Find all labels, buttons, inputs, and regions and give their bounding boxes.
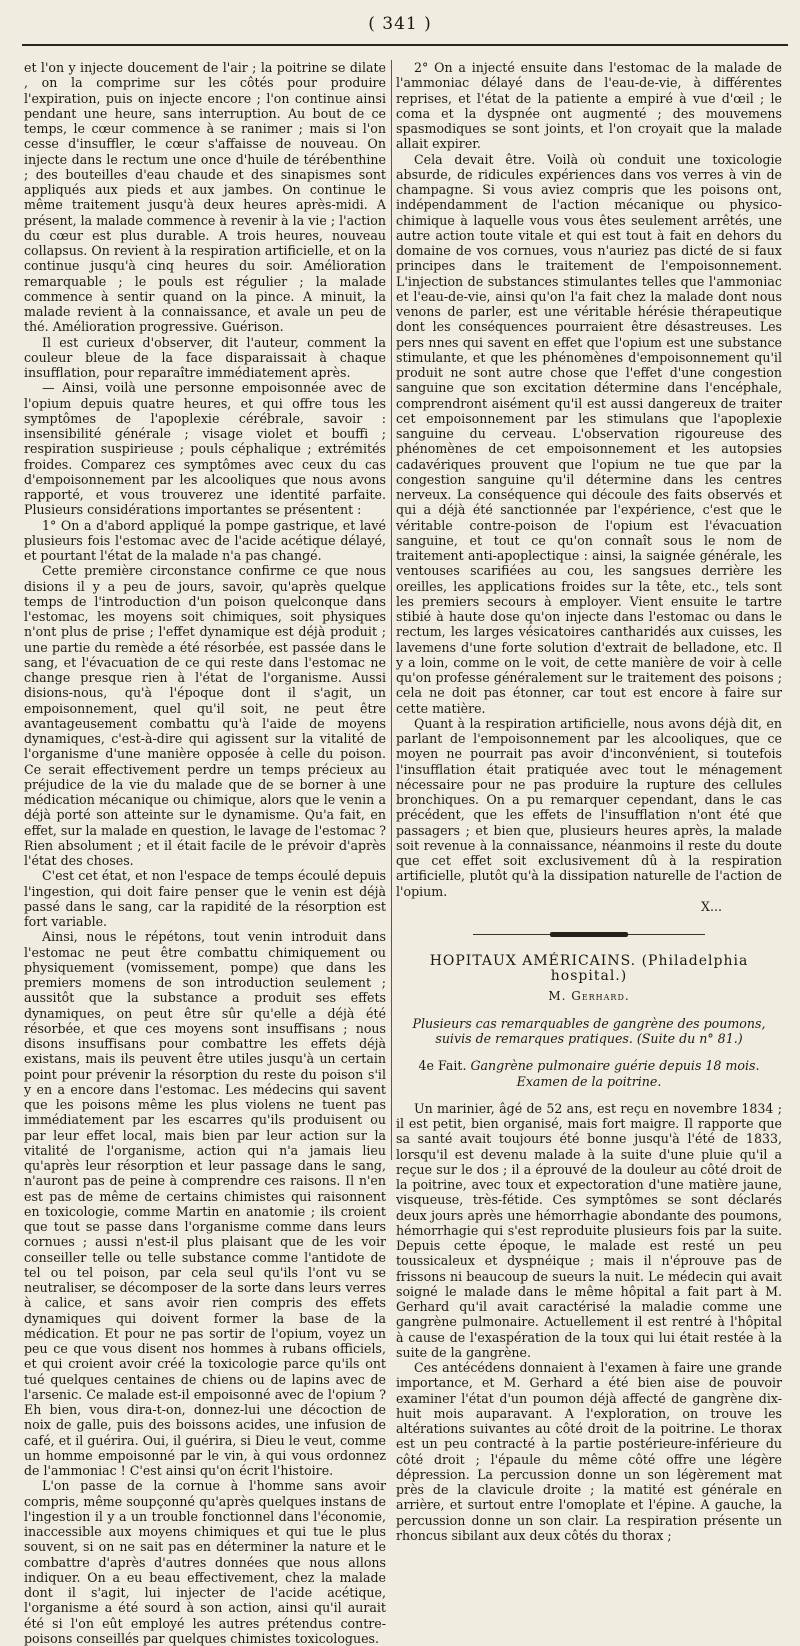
right-column	[396, 60, 782, 1543]
page-number: ( 341 )	[368, 14, 432, 34]
paragraph: Il est curieux d'observer, dit l'auteur, comment la couleur bleue de la face disparaissait à chaque insufflation, pour reparaître immédiatement après.	[24, 334, 386, 380]
paragraph: Ainsi, nous le répétons, tout venin introduit dans l'estomac ne peut être combattu chimiquement ou physiquement (vomissement, pompe) que dans les premiers momens de son introduction seulement ; aussitôt que la substance a produit ses effets dynamiques, on peut être sûr qu'elle a déjà été résorbée, et que ces moyens sont insuffisans ; nous disons insuffisans pour combattre les effets déjà existans, mais ils peuvent être utiles jusqu'à un certain point pour prévenir la résorption du reste du poison s'il y en a encore dans l'estomac. Les médecins qui savent que les poisons même les plus violens ne tuent pas immédiatement par les escarres qu'ils produisent ou par leur effet local, mais bien par leur action sur la vitalité de l'organisme, action qui n'a jamais lieu qu'après leur résorption et leur passage dans le sang, n'auront pas de peine à comprendre ces raisons. Il n'en est pas de même de certains chimistes qui raisonnent en toxicologie, comme Martin en anatomie ; ils croient que tout se passe dans l'organisme comme dans leurs cornues ; aussi n'est-il plus plaisant que de les voir conseiller telle ou telle substance comme l'antidote de tel ou tel poison, par cela seul qu'ils l'ont vu se neutraliser, se décomposer de la sorte dans leurs verres à calice, et sans avoir rien compris des effets dynamiques qui doivent former la base de la médication. Et pour ne pas sortir de l'opium, voyez un peu ce que vous disent nos hommes à rubans officiels, et qui croient avoir créé la toxicologie parce qu'ils ont tué quelques centaines de chiens ou de lapins avec de l'arsenic. Ce malade est-il empoisonné avec de l'opium ? Eh bien, vous dira-t-on, donnez-lui une décoction de noix de galle, puis des boissons acides, une infusion de café, et il guérira. Oui, il guérira, si Dieu le veut, comme un homme empoisonné par le vin, à qui vous ordonnez de l'ammoniac ! C'est ainsi qu'on écrit l'histoire.	[24, 929, 386, 1478]
article-signature: X...	[701, 898, 722, 914]
paragraph: Cela devait être. Voilà où conduit une toxicologie absurde, de ridicules expériences dans vos verres à vin de champagne. Si vous aviez compris que les poisons ont, indépendamment de l'action mécanique ou physico-chimique à laquelle vous vous êtes seulement arrêtés, une autre action toute vitale et qui est tout à fait en dehors du domaine de vos cornues, vous n'auriez pas dicté de si faux principes dans le traitement de l'empoisonnement. L'injection de substances stimulantes telles que l'ammoniac et l'eau-de-vie, ainsi qu'on l'a fait chez la malade dont nous venons de parler, est une véritable hérésie thérapeutique dont les conséquences pourraient être désastreuses. Les pers nnes qui savent en effet que l'opium est une substance stimulante, et que les phénomènes d'empoisonnement qu'il produit ne sont autre chose que l'effet d'une congestion sanguine que son excitation détermine dans l'encéphale, comprendront aisément qu'il est aussi dangereux de traiter cet empoisonnement par les stimulans que l'apoplexie sanguine du cerveau. L'observation rigoureuse des phénomènes de cet empoisonnement et les autopsies cadavériques prouvent que l'opium ne tue que par la congestion sanguine qu'il détermine dans les centres nerveux. La conséquence qui découle des faits observés et qui a déjà été sanctionnée par l'expérience, c'est que le véritable contre-poison de l'opium est l'évacuation sanguine, et tout ce qu'on connaît sous le nom de traitement anti-apoplectique : ainsi, la saignée générale, les ventouses scarifiées au cou, les sangsues derrière les oreilles, les applications froides sur la tête, etc., tels sont les premiers secours à employer. Vient ensuite le tartre stibié à haute dose qu'on injecte dans l'estomac ou dans le rectum, les larges vésicatoires cantharidés aux cuisses, les lavemens d'une forte solution d'extrait de belladone, etc. Il y a loin, comme on le voit, de cette manière de voir à celle qu'on professe généralement sur le traitement des poisons ; cela ne doit pas étonner, car tout est encore à faire sur cette matière.	[396, 151, 782, 716]
paragraph: 1° On a d'abord appliqué la pompe gastrique, et lavé plusieurs fois l'estomac avec de l'acide acétique délayé, et pourtant l'état de la malade n'a pas changé.	[24, 517, 386, 563]
paragraph: Quant à la respiration artificielle, nous avons déjà dit, en parlant de l'empoisonnement par les alcooliques, que ce moyen ne pourrait pas avoir d'inconvénient, si toutefois l'insufflation était pratiquée avec tout le ménagement nécessaire pour ne pas produire la rupture des cellules bronchiques. On a pu remarquer cependant, dans le cas précédent, que les effets de l'insufflation n'ont été que passagers ; et bien que, plusieurs heures après, la malade soit revenue à la connaissance, néanmoins il reste du doute que cet effet soit exclusivement dû à la respiration artificielle, plutôt qu'à la dissipation naturelle de l'action de l'opium.	[396, 715, 782, 899]
section-subtitle: Plusieurs cas remarquables de gangrène des poumons, suivis de remarques pratiques. (Suite du n° 81.)	[412, 1015, 766, 1046]
case-number: 4e Fait.	[418, 1058, 467, 1074]
left-column	[24, 60, 386, 1646]
paragraph: L'on passe de la cornue à l'homme sans avoir compris, même soupçonné qu'après quelques instans de l'ingestion il y a un trouble fonctionnel dans l'économie, inaccessible aux moyens chimiques et qui tue le plus souvent, si on ne sait pas en déterminer la nature et le combattre d'après d'autres données que nous allons indiquer. On a eu beau effectivement, chez la malade dont il s'agit, lui injecter de l'acide acétique, l'organisme a été sourd à son action, ainsi qu'il aurait été si l'on eût employé les autres prétendus contre-poisons conseillés par quelques chimistes toxicologues.	[24, 1478, 386, 1646]
section-separator	[396, 928, 782, 942]
case-heading	[396, 1058, 782, 1089]
paragraph: 2° On a injecté ensuite dans l'estomac de la malade de l'ammoniac délayé dans de l'eau-de-vie, à différentes reprises, et l'état de la patiente a empiré à vue d'œil ; le coma et la dyspnée ont augmenté ; des mouvemens spasmodiques se sont joints, et l'on croyait que la malade allait expirer.	[396, 60, 782, 152]
section-author: M. Gerhard.	[548, 988, 630, 1003]
column-divider	[391, 60, 392, 1160]
paragraph: Un marinier, âgé de 52 ans, est reçu en novembre 1834 ; il est petit, bien organisé, mais fort maigre. Il rapporte que sa santé avait toujours été bonne jusqu'à l'été de 1833, lorsqu'il est devenu malade à la suite d'une pluie qu'il a reçue sur le dos ; il a éprouvé de la douleur au côté droit de la poitrine, avec toux et expectoration d'une matière jaune, visqueuse, très-fétide. Ces symptômes se sont déclarés deux jours après une hémorrhagie abondante des poumons, hémorrhagie qui s'est reproduite plusieurs fois par la suite. Depuis cette époque, le malade est resté un peu toussicaleux et dyspnéique ; mais il n'éprouve pas de frissons ni beaucoup de sueurs la nuit. Le médecin qui avait soigné le malade dans le même hôpital a fait part à M. Gerhard qu'il avait caractérisé la maladie comme une gangrène pulmonaire. Actuellement il est rentré à l'hôpital à cause de l'exaspération de la toux qui lui était restée à la suite de la gangrène.	[396, 1100, 782, 1360]
paragraph: C'est cet état, et non l'espace de temps écoulé depuis l'ingestion, qui doit faire penser que le venin est déjà passé dans le sang, car la rapidité de la résorption est fort variable.	[24, 868, 386, 929]
paragraph: Cette première circonstance confirme ce que nous disions il y a peu de jours, savoir, qu'après quelque temps de l'introduction d'un poison quelconque dans l'estomac, les moyens soit chimiques, soit physiques n'ont plus de prise ; l'effet dynamique est déjà produit ; une partie du remède a été résorbée, est passée dans le sang, et l'évacuation de ce qui reste dans l'estomac ne change presque rien à l'état de l'organisme. Aussi disions-nous, qu'à l'époque dont il s'agit, un empoisonnement, quel qu'il soit, ne peut être avantageusement combattu qu'à l'aide de moyens dynamiques, c'est-à-dire qui agissent sur la vitalité de l'organisme d'une manière opposée à celle du poison. Ce serait effectivement perdre un temps précieux au préjudice de la vie du malade que de se borner à une médication mécanique ou chimique, alors que le venin a déjà porté son atteinte sur le dynamisme. Qu'a fait, en effet, sur la malade en question, le lavage de l'estomac ? Rien absolument ; et il était facile de le prévoir d'après l'état des choses.	[24, 563, 386, 868]
case-title: Gangrène pulmonaire guérie depuis 18 mois. Examen de la poitrine.	[470, 1058, 760, 1089]
paragraph: et l'on y injecte doucement de l'air ; la poitrine se dilate , on la comprime sur les côtés pour produire l'expiration, puis on injecte encore ; l'on continue ainsi pendant une heure, sans interruption. Au bout de ce temps, le cœur commence à se ranimer ; mais si l'on cesse d'insuffler, le cœur s'affaisse de nouveau. On injecte dans le rectum une once d'huile de térébenthine ; des bouteilles d'eau chaude et des sinapismes sont appliqués aux pieds et aux jambes. On continue le même traitement jusqu'à deux heures après-midi. A présent, la malade commence à revenir à la vie ; l'action du cœur est plus durable. A trois heures, nouveau collapsus. On revient à la respiration artificielle, et on la continue jusqu'à cinq heures du soir. Amélioration remarquable ; le pouls est régulier ; la malade commence à sentir quand on la pince. A minuit, la malade revient à la connaissance, et avale un peu de thé. Amélioration progressive. Guérison.	[24, 60, 386, 335]
paragraph: Ces antécédens donnaient à l'examen à faire une grande importance, et M. Gerhard a été bien aise de pouvoir examiner l'état d'un poumon déjà affecté de gangrène dix-huit mois auparavant. A l'exploration, on trouve les altérations suivantes au côté droit de la poitrine. Le thorax est un peu contracté à la partie postérieure-inférieure du côté droit ; l'épaule du même côté offre une légère dépression. La percussion donne un son légèrement mat près de la clavicule droite ; la matité est générale en arrière, et surtout entre l'omoplate et l'épine. A gauche, la percussion donne un son clair. La respiration présente un rhoncus sibilant aux deux côtés du thorax ;	[396, 1360, 782, 1543]
paragraph: — Ainsi, voilà une personne empoisonnée avec de l'opium depuis quatre heures, et qui offre tous les symptômes de l'apoplexie cérébrale, savoir : insensibilité générale ; visage violet et bouffi ; respiration suspirieuse ; pouls céphalique ; extrémités froides. Comparez ces symptômes avec ceux du cas d'empoisonnement par les alcooliques que nous avons rapporté, et vous trouverez une identité parfaite. Plusieurs considérations importantes se présentent :	[24, 380, 386, 518]
header-rule	[22, 44, 788, 46]
section-title: HOPITAUX AMÉRICAINS. (Philadelphia hospital.)	[429, 953, 749, 985]
